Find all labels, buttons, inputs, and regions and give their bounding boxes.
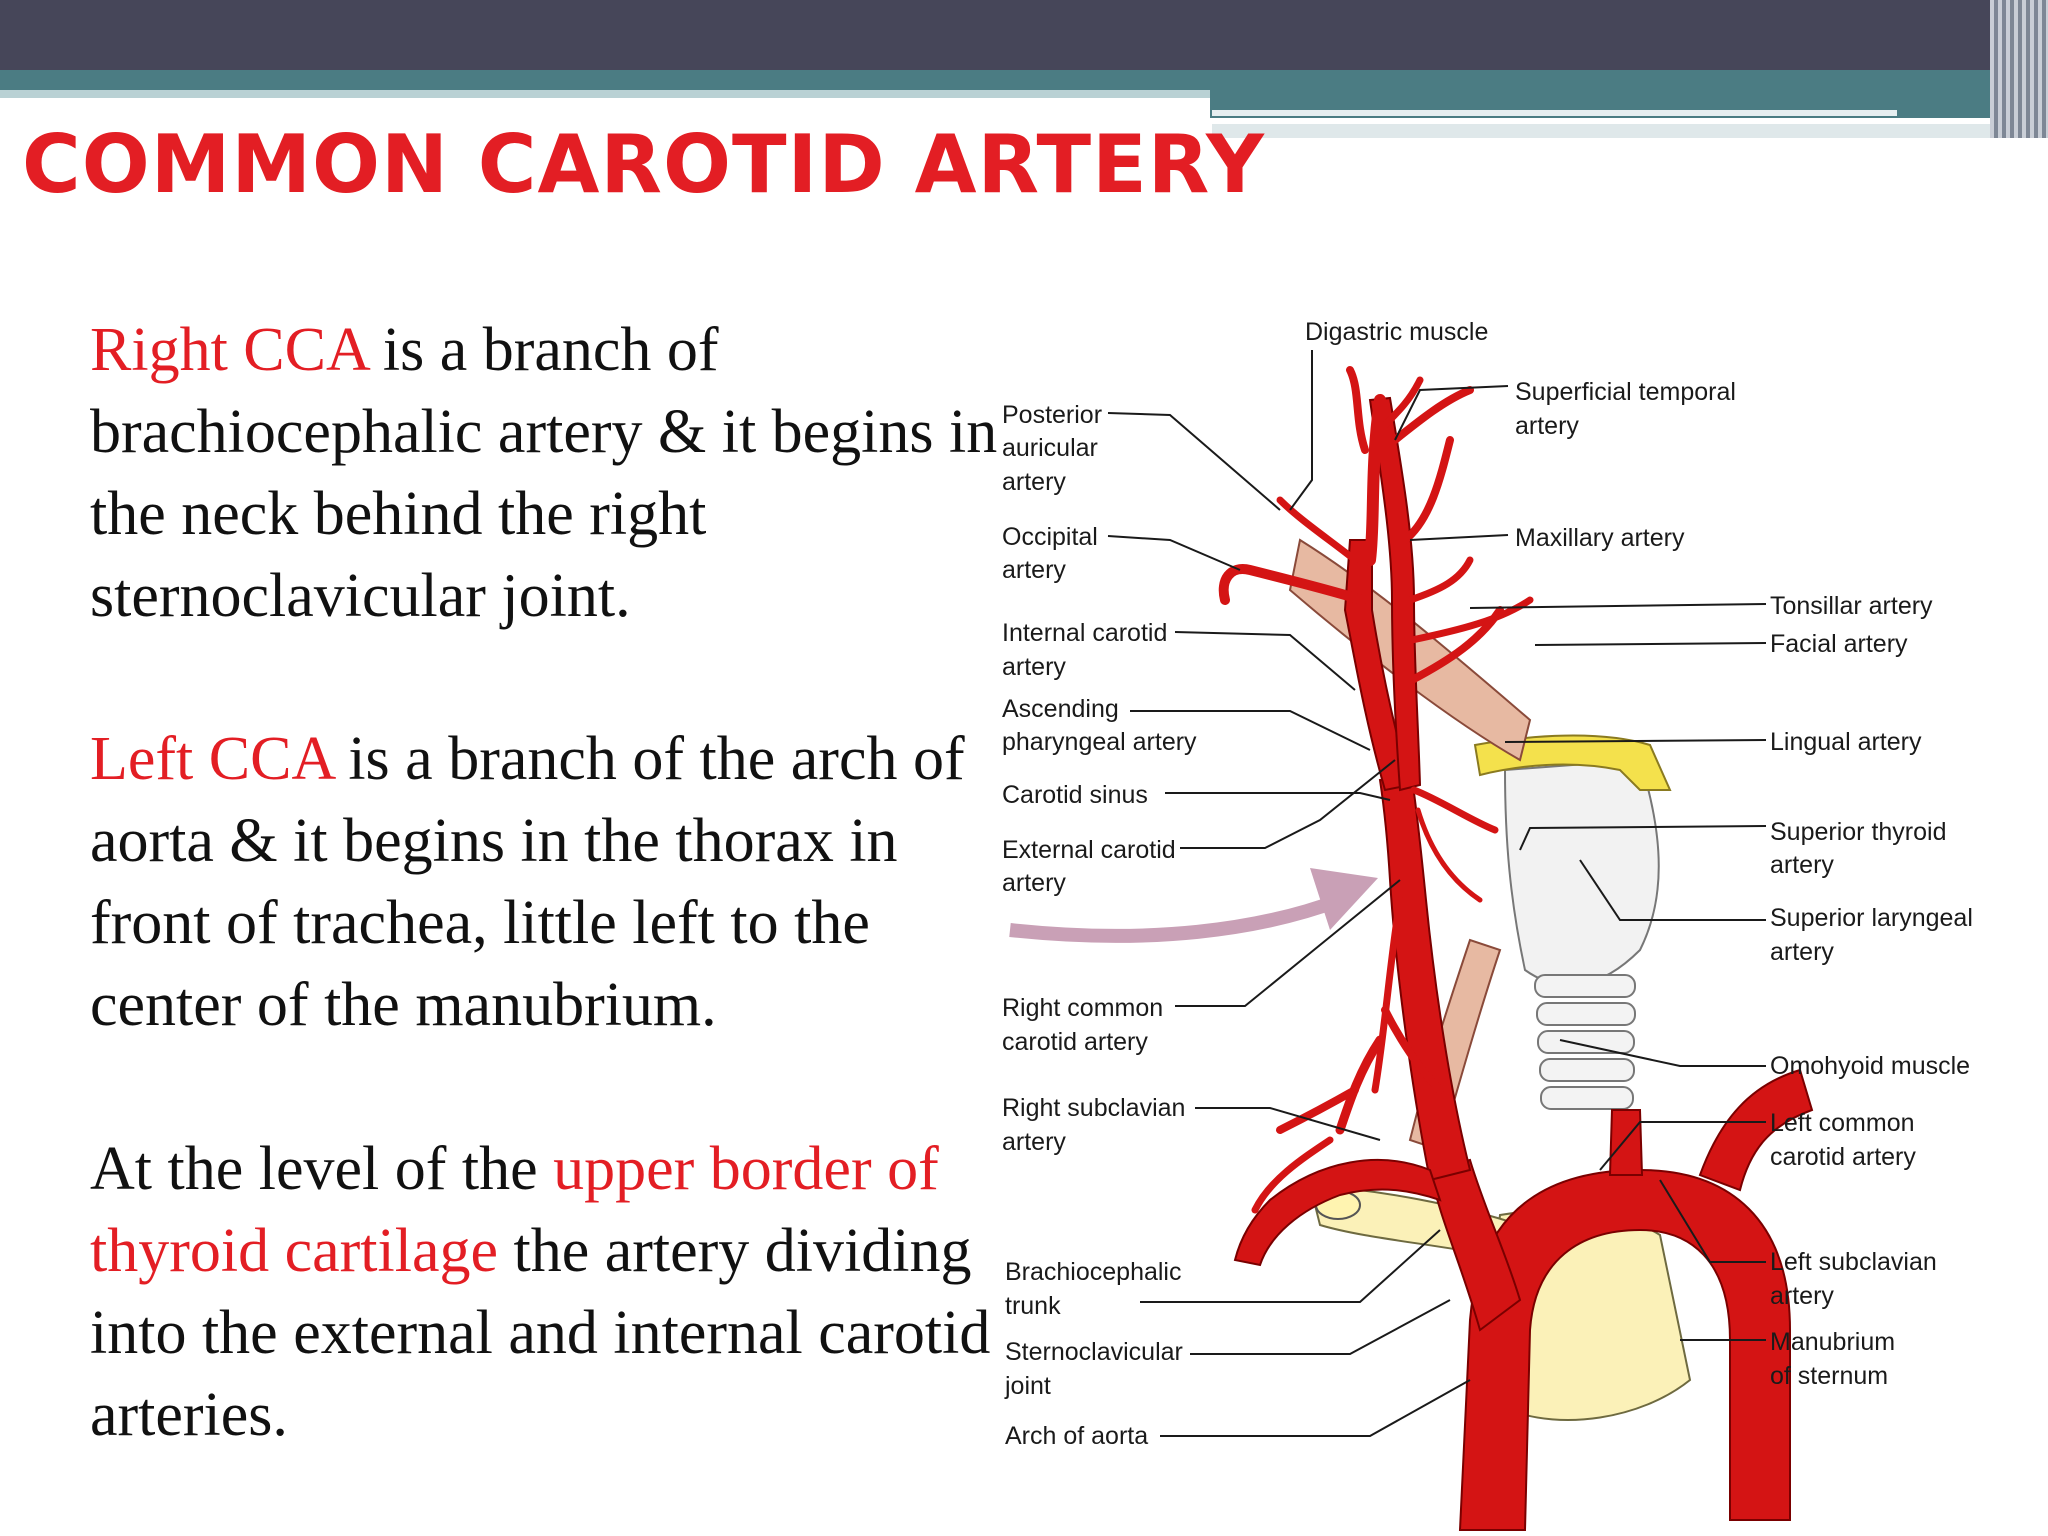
- label-ascending-pharyngeal-2: pharyngeal artery: [1002, 728, 1197, 756]
- slide-title: COMMON CAROTID ARTERY: [22, 118, 1265, 211]
- branch-arteries: [1224, 370, 1530, 1210]
- label-sternoclavicular-1: Sternoclavicular: [1005, 1338, 1183, 1366]
- label-omohyoid-muscle: Omohyoid muscle: [1770, 1052, 1971, 1080]
- label-external-carotid-2: artery: [1002, 869, 1066, 897]
- paragraph-right-cca-highlight: Right CCA: [90, 316, 368, 384]
- left-cca-shape: [1610, 1110, 1642, 1175]
- paragraph-bifurcation-highlight: upper border of thyroid cartilage: [90, 1135, 939, 1285]
- label-facial-artery: Facial artery: [1770, 630, 1908, 658]
- label-manubrium-1: Manubrium: [1770, 1328, 1896, 1356]
- label-external-carotid-1: External carotid: [1002, 836, 1176, 864]
- label-posterior-auricular-2: auricular: [1002, 434, 1098, 462]
- label-right-subclavian-1: Right subclavian: [1002, 1094, 1186, 1122]
- label-tonsillar-artery: Tonsillar artery: [1770, 592, 1933, 620]
- label-superficial-temporal-2: artery: [1515, 412, 1579, 440]
- label-digastric-muscle: Digastric muscle: [1305, 318, 1489, 346]
- label-manubrium-2: of sternum: [1770, 1362, 1889, 1390]
- label-right-common-carotid-2: carotid artery: [1002, 1028, 1148, 1056]
- label-sternoclavicular-2: joint: [1005, 1372, 1051, 1400]
- label-superior-laryngeal-2: artery: [1770, 938, 1834, 966]
- label-superior-thyroid-1: Superior thyroid: [1770, 818, 1947, 846]
- label-occipital-1: Occipital: [1002, 523, 1098, 551]
- label-internal-carotid-2: artery: [1002, 653, 1066, 681]
- paragraph-left-cca-highlight: Left CCA: [90, 725, 333, 793]
- label-posterior-auricular-1: Posterior: [1002, 401, 1103, 429]
- label-superficial-temporal-1: Superficial temporal: [1515, 378, 1736, 406]
- label-left-subclavian-2: artery: [1770, 1282, 1834, 1310]
- label-ascending-pharyngeal-1: Ascending: [1002, 695, 1119, 723]
- label-occipital-2: artery: [1002, 556, 1066, 584]
- larynx-shape: [1505, 760, 1659, 985]
- paragraph-right-cca-text: is a branch of brachiocephalic artery & it begins in the neck behind the right sternoclavicular joint.: [90, 316, 998, 630]
- label-brachiocephalic-1: Brachiocephalic: [1005, 1258, 1182, 1286]
- label-right-common-carotid-1: Right common: [1002, 994, 1164, 1022]
- label-left-common-carotid-2: carotid artery: [1770, 1143, 1916, 1171]
- paragraph-bifurcation-text-1: At the level of the: [90, 1135, 554, 1203]
- label-arch-of-aorta: Arch of aorta: [1005, 1422, 1149, 1450]
- label-lingual-artery: Lingual artery: [1770, 728, 1922, 756]
- trachea: [1535, 975, 1635, 1109]
- paragraph-left-cca-text: is a branch of the arch of aorta & it begins in the thorax in front of trachea, little left to the center of the manubrium.: [90, 725, 965, 1039]
- label-internal-carotid-1: Internal carotid: [1002, 619, 1168, 647]
- label-carotid-sinus: Carotid sinus: [1002, 781, 1148, 809]
- label-right-subclavian-2: artery: [1002, 1128, 1066, 1156]
- label-superior-laryngeal-1: Superior laryngeal: [1770, 904, 1973, 932]
- label-superior-thyroid-2: artery: [1770, 851, 1834, 879]
- label-left-subclavian-1: Left subclavian: [1770, 1248, 1937, 1276]
- label-brachiocephalic-2: trunk: [1005, 1292, 1061, 1320]
- label-maxillary-artery: Maxillary artery: [1515, 524, 1685, 552]
- paragraph-bifurcation-text-2: the artery dividing into the external and internal carotid arteries.: [90, 1217, 991, 1449]
- label-posterior-auricular-3: artery: [1002, 468, 1066, 496]
- label-left-common-carotid-1: Left common: [1770, 1109, 1915, 1137]
